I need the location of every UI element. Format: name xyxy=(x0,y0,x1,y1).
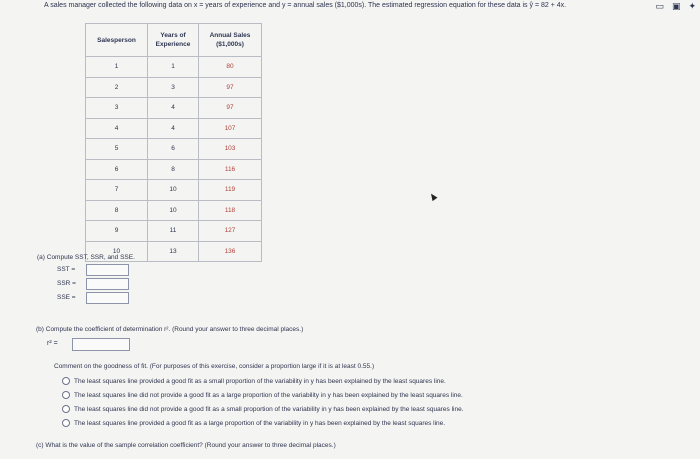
ssr-label: SSR = xyxy=(57,280,76,287)
cell-years: 1 xyxy=(148,57,199,78)
option-label: The least squares line provided a good fit as a large proportion of the variability in y has been explained by the least squares line. xyxy=(74,419,446,427)
cell-salesperson: 9 xyxy=(86,221,148,242)
cell-years: 10 xyxy=(148,180,199,201)
table-header-row xyxy=(86,24,262,57)
goodness-of-fit-prompt: Comment on the goodness of fit. (For purposes of this exercise, consider a proportion large if it is at least 0.55.) xyxy=(54,363,375,370)
table-row xyxy=(86,77,262,98)
cell-sales: 127 xyxy=(199,221,262,242)
header-years-experience: Years of Experience xyxy=(148,24,199,57)
fit-option-3[interactable] xyxy=(62,405,464,413)
cell-salesperson: 7 xyxy=(86,180,148,201)
cell-years: 8 xyxy=(148,159,199,180)
cell-sales: 107 xyxy=(199,118,262,139)
part-c-prompt: (c) What is the value of the sample correlation coefficient? (Round your answer to three decimal places.) xyxy=(36,442,336,449)
table-row xyxy=(86,159,262,180)
cell-salesperson: 6 xyxy=(86,159,148,180)
radio-icon[interactable] xyxy=(62,391,70,399)
sst-label: SST = xyxy=(57,266,76,273)
cell-sales: 116 xyxy=(199,159,262,180)
cell-salesperson: 8 xyxy=(86,200,148,221)
cell-sales: 103 xyxy=(199,139,262,160)
cell-sales: 80 xyxy=(199,57,262,78)
cell-years: 11 xyxy=(148,221,199,242)
data-table xyxy=(85,23,262,262)
fit-option-2[interactable] xyxy=(62,391,463,399)
cell-salesperson: 4 xyxy=(86,118,148,139)
cell-salesperson: 1 xyxy=(86,57,148,78)
cell-years: 6 xyxy=(148,139,199,160)
ssr-input[interactable] xyxy=(86,278,129,290)
cell-sales: 136 xyxy=(199,241,262,262)
sse-input[interactable] xyxy=(86,292,129,304)
table-row xyxy=(86,221,262,242)
r2-label: r² = xyxy=(47,340,58,347)
gift-icon[interactable]: ▣ xyxy=(671,1,681,11)
sst-input[interactable] xyxy=(86,264,129,276)
part-b-prompt: (b) Compute the coefficient of determination r². (Round your answer to three decimal places.) xyxy=(36,326,304,333)
radio-icon[interactable] xyxy=(62,377,70,385)
header-annual-sales: Annual Sales ($1,000s) xyxy=(199,24,262,57)
cell-salesperson: 5 xyxy=(86,139,148,160)
table-row xyxy=(86,57,262,78)
radio-icon[interactable] xyxy=(62,405,70,413)
option-label: The least squares line provided a good fit as a small proportion of the variability in y has been explained by the least squares line. xyxy=(74,377,446,385)
fit-option-4[interactable] xyxy=(62,419,445,427)
cell-years: 4 xyxy=(148,98,199,119)
cell-years: 3 xyxy=(148,77,199,98)
r2-input[interactable] xyxy=(72,338,130,351)
option-label: The least squares line did not provide a good fit as a small proportion of the variability in y has been explained by the least squares line. xyxy=(74,405,464,413)
table-row xyxy=(86,200,262,221)
problem-statement: A sales manager collected the following data on x = years of experience and y = annual sales ($1,000s). The estimated regression equation for these data is ŷ = 82 + 4x. xyxy=(44,2,567,9)
cell-sales: 97 xyxy=(199,77,262,98)
cell-salesperson: 3 xyxy=(86,98,148,119)
cell-sales: 119 xyxy=(199,180,262,201)
option-label: The least squares line did not provide a good fit as a large proportion of the variability in y has been explained by the least squares line. xyxy=(74,391,463,399)
cell-salesperson: 2 xyxy=(86,77,148,98)
cell-sales: 118 xyxy=(199,200,262,221)
star-icon[interactable]: ✦ xyxy=(688,1,696,11)
header-salesperson: Salesperson xyxy=(86,24,148,57)
cell-years: 13 xyxy=(148,241,199,262)
fit-option-1[interactable] xyxy=(62,377,446,385)
cell-years: 4 xyxy=(148,118,199,139)
tray-icons xyxy=(655,0,696,12)
radio-icon[interactable] xyxy=(62,419,70,427)
cell-sales: 97 xyxy=(199,98,262,119)
monitor-icon[interactable]: ▭ xyxy=(655,1,664,11)
sse-label: SSE = xyxy=(57,294,76,301)
cell-salesperson: 10 xyxy=(86,241,148,262)
table-row xyxy=(86,98,262,119)
cell-years: 10 xyxy=(148,200,199,221)
table-row xyxy=(86,139,262,160)
part-a-prompt: (a) Compute SST, SSR, and SSE. xyxy=(37,254,135,261)
mouse-cursor-icon xyxy=(429,192,438,201)
table-row xyxy=(86,118,262,139)
top-bar xyxy=(0,0,700,16)
table-row xyxy=(86,180,262,201)
